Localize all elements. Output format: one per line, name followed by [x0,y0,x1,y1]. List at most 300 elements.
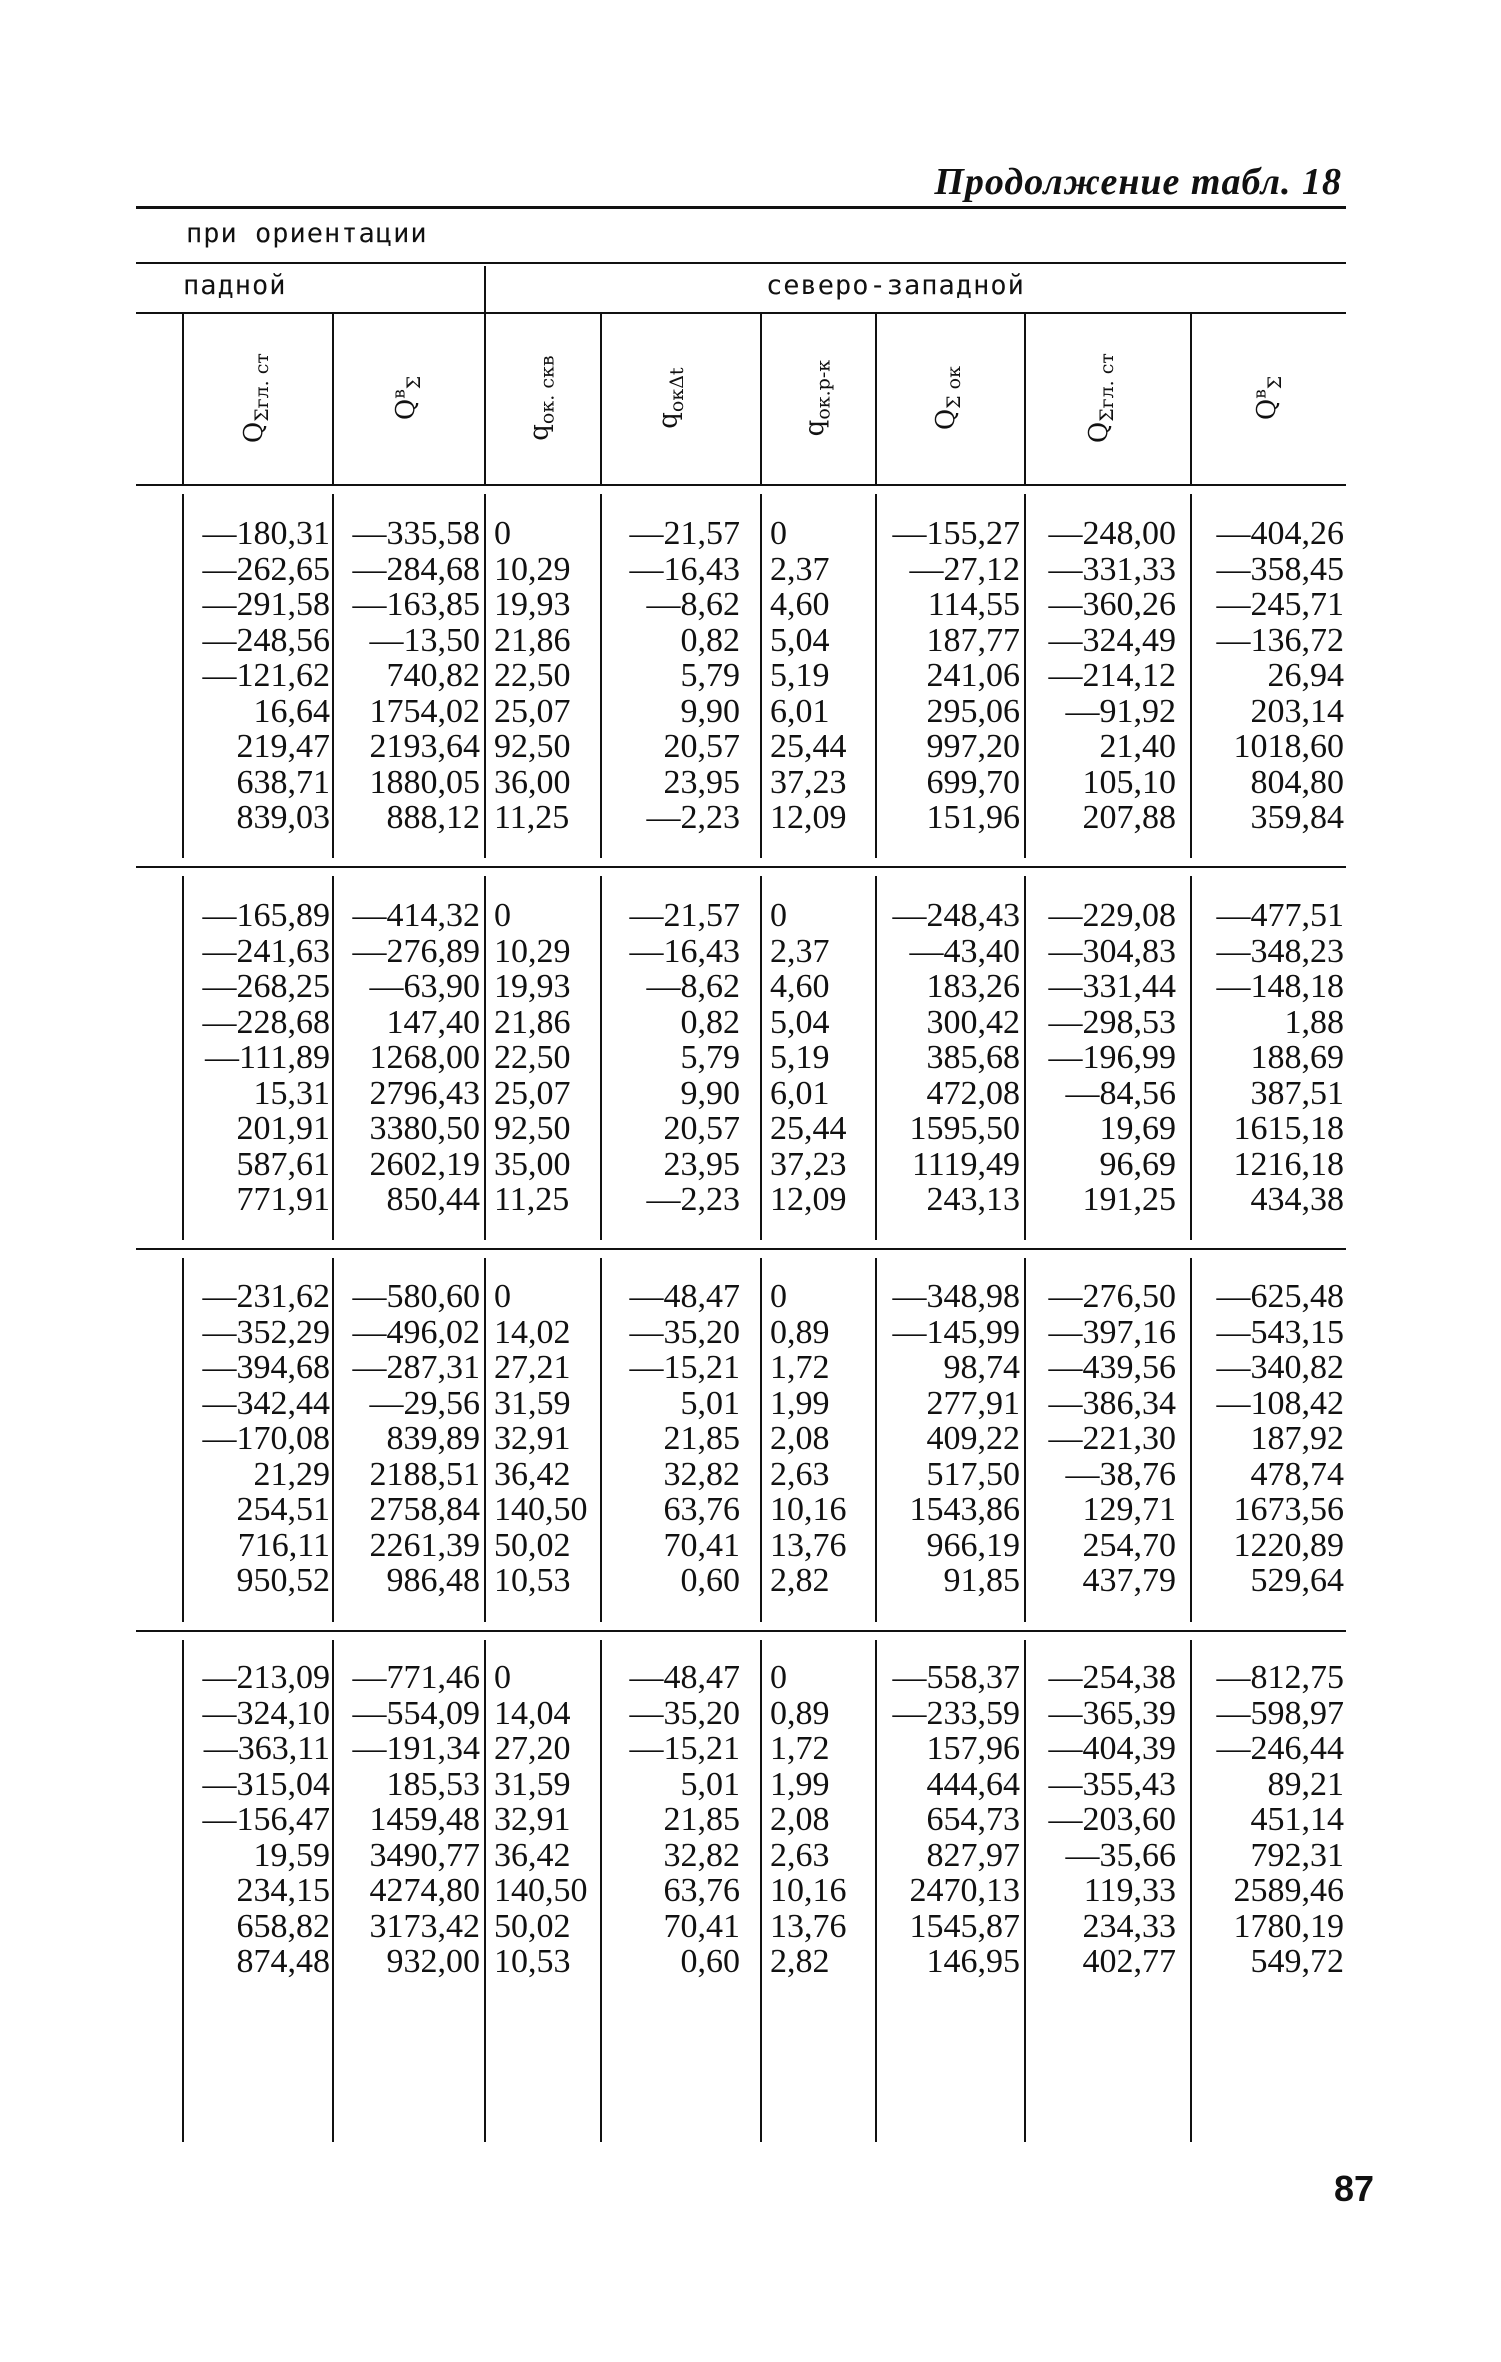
table-cell: 10,53 [494,1943,571,1980]
table-cell: —276,50 [1048,1278,1176,1315]
table-cell: 3490,77 [369,1836,480,1874]
table-cell: 105,10 [1082,763,1176,801]
table-cell: 2,63 [770,1836,830,1874]
table-cell: 5,01 [680,1384,740,1422]
table-cell: 21,86 [494,1003,571,1041]
table-cell: —360,26 [1048,586,1176,623]
table-cell: 277,91 [926,1384,1020,1422]
table-cell: —386,34 [1048,1384,1176,1422]
table-cell: 716,11 [237,1526,330,1564]
table-cell: 2470,13 [909,1872,1020,1909]
table-cell: 295,06 [926,692,1020,730]
table-cell: 472,08 [926,1074,1020,1112]
table-cell: 3380,50 [369,1110,480,1147]
table-cell: 1595,50 [909,1110,1020,1147]
column-header [602,318,740,478]
table-cell: 12,09 [770,1181,847,1218]
table-cell: —358,45 [1216,550,1344,588]
table-cell: 997,20 [926,728,1020,765]
column-header [334,318,480,478]
table-cell: 98,74 [943,1349,1020,1386]
table-cell: 151,96 [926,799,1020,836]
table-cell: —16,43 [629,550,740,588]
table-cell: 183,26 [926,968,1020,1005]
table-cell: 4,60 [770,586,830,623]
column-separator [484,876,486,1240]
table-cell: —404,26 [1216,515,1344,552]
table-cell: 1268,00 [369,1039,480,1076]
table-cell: 1459,48 [369,1801,480,1838]
table-cell: 1,99 [770,1384,830,1422]
table-cell: 21,85 [663,1801,740,1838]
column-separator [760,494,762,858]
table-cell: 14,02 [494,1313,571,1351]
table-cell: 25,07 [494,1074,571,1112]
table-cell: —355,43 [1048,1765,1176,1803]
column-header-symbol: Q [931,408,962,431]
table-cell: 2,08 [770,1420,830,1457]
table-cell: 4274,80 [369,1872,480,1909]
table-cell: 529,64 [1250,1562,1344,1599]
table-cell: 27,20 [494,1730,571,1767]
table-cell: 0,89 [770,1313,830,1351]
table-cell: —414,32 [352,897,480,934]
table-cell: —136,72 [1216,621,1344,659]
table-cell: 1,72 [770,1730,830,1767]
table-cell: 0,82 [680,1003,740,1041]
table-cell: 1,88 [1284,1003,1344,1041]
table-cell: 37,23 [770,763,847,801]
column-header-sup: в [389,389,410,399]
table-cell: 839,89 [386,1420,480,1457]
table-cell: 11,25 [494,1181,570,1218]
table-cell: 50,02 [494,1907,571,1945]
table-cell: —16,43 [629,932,740,970]
table-cell: 19,93 [494,586,571,623]
table-cell: 359,84 [1250,799,1344,836]
table-cell: 1220,89 [1233,1526,1344,1564]
table-cell: —348,98 [892,1278,1020,1315]
column-header-symbol: Q [390,398,421,421]
column-header-symbol: q [653,412,684,429]
table-cell: 16,64 [253,692,330,730]
table-cell: 1880,05 [369,763,480,801]
column-header [877,318,1020,478]
table-cell: —291,58 [202,586,330,623]
table-cell: —331,33 [1048,550,1176,588]
table-cell: —43,40 [909,932,1020,970]
table-cell: —268,25 [202,968,330,1005]
table-cell: —625,48 [1216,1278,1344,1315]
group-rule [136,312,1346,314]
table-cell: 2758,84 [369,1491,480,1528]
table-cell: —2,23 [646,799,740,836]
table-cell: —15,21 [629,1349,740,1386]
table-cell: 114,55 [927,586,1020,623]
table-cell: 888,12 [386,799,480,836]
table-cell: 950,52 [236,1562,330,1599]
table-cell: —254,38 [1048,1659,1176,1696]
table-cell: 10,16 [770,1491,847,1528]
column-separator [760,1258,762,1622]
table-cell: —2,23 [646,1181,740,1218]
table-cell: 201,91 [236,1110,330,1147]
table-cell: 0,60 [680,1943,740,1980]
table-cell: 0,82 [680,621,740,659]
table-cell: 932,00 [386,1943,480,1980]
table-cell: 10,29 [494,550,571,588]
table-cell: —29,56 [369,1384,480,1422]
table-cell: 36,42 [494,1455,571,1493]
table-cell: —35,20 [629,1313,740,1351]
table-cell: —771,46 [352,1659,480,1696]
table-cell: 188,69 [1250,1039,1344,1076]
column-header [1192,318,1344,478]
table-cell: 2,08 [770,1801,830,1838]
table-cell: 157,96 [926,1730,1020,1767]
table-cell: 437,79 [1082,1562,1176,1599]
table-cell: 839,03 [236,799,330,836]
table-cell: —276,89 [352,932,480,970]
table-cell: 10,29 [494,932,571,970]
table-cell: 25,44 [770,1110,847,1147]
table-cell: 13,76 [770,1526,847,1564]
table-cell: 804,80 [1250,763,1344,801]
table-cell: 2602,19 [369,1145,480,1183]
table-cell: 2261,39 [369,1526,480,1564]
table-cell: 35,00 [494,1145,571,1183]
table-cell: —228,68 [202,1003,330,1041]
table-cell: —315,04 [202,1765,330,1803]
table-cell: 185,53 [386,1765,480,1803]
table-cell: 70,41 [663,1907,740,1945]
table-cell: 966,19 [926,1526,1020,1564]
table-cell: —439,56 [1048,1349,1176,1386]
table-cell: —121,62 [202,657,330,694]
table-cell: 140,50 [494,1491,588,1528]
column-separator [484,1640,486,2142]
table-cell: 23,95 [663,1145,740,1183]
table-cell: —397,16 [1048,1313,1176,1351]
table-cell: —324,49 [1048,621,1176,659]
table-cell: 1,99 [770,1765,830,1803]
table-cell: 26,94 [1267,657,1344,694]
table-cell: 0 [770,1278,787,1315]
table-cell: 478,74 [1250,1455,1344,1493]
table-cell: 451,14 [1250,1801,1344,1838]
column-header-sub: окΔt [666,367,689,413]
table-cell: —363,11 [203,1730,330,1767]
table-cell: —15,21 [629,1730,740,1767]
table-cell: 4,60 [770,968,830,1005]
table-cell: —348,23 [1216,932,1344,970]
table-cell: —91,92 [1065,692,1176,730]
table-cell: —340,82 [1216,1349,1344,1386]
table-cell: —231,62 [202,1278,330,1315]
table-cell: 1543,86 [909,1491,1020,1528]
column-header [182,318,330,478]
table-cell: 25,07 [494,692,571,730]
table-cell: —812,75 [1216,1659,1344,1696]
page-number: 87 [1333,2168,1374,2209]
table-cell: 140,50 [494,1872,588,1909]
table-cell: —598,97 [1216,1694,1344,1732]
table-cell: —543,15 [1216,1313,1344,1351]
column-header-sup: в [1250,389,1271,399]
table-cell: 0 [770,897,787,934]
table-cell: 2,63 [770,1455,830,1493]
table-cell: 32,82 [663,1455,740,1493]
table-cell: 63,76 [663,1491,740,1528]
table-cell: 638,71 [236,763,330,801]
table-cell: 587,61 [236,1145,330,1183]
column-header-sub: Σгл. ст [251,352,274,422]
table-cell: 1673,56 [1233,1491,1344,1528]
table-cell: 31,59 [494,1765,571,1803]
table-cell: —342,44 [202,1384,330,1422]
table-cell: —63,90 [369,968,480,1005]
table-cell: 254,70 [1082,1526,1176,1564]
table-cell: 14,04 [494,1694,571,1732]
table-cell: 37,23 [770,1145,847,1183]
table-cell: —404,39 [1048,1730,1176,1767]
table-cell: —245,71 [1216,586,1344,623]
top-rule [136,206,1346,209]
table-cell: —554,09 [352,1694,480,1732]
table-cell: —241,63 [202,932,330,970]
table-cell: —394,68 [202,1349,330,1386]
table-cell: —477,51 [1216,897,1344,934]
table-cell: 96,69 [1099,1145,1176,1183]
table-cell: —170,08 [202,1420,330,1457]
table-cell: 146,95 [926,1943,1020,1980]
table-cell: 517,50 [926,1455,1020,1493]
table-cell: —48,47 [629,1659,740,1696]
table-cell: 699,70 [926,763,1020,801]
table-cell: 1545,87 [909,1907,1020,1945]
table-cell: 10,53 [494,1562,571,1599]
column-header-symbol: Q [1083,421,1114,444]
table-cell: 0 [494,897,511,934]
table-cell: 234,33 [1082,1907,1176,1945]
column-header-symbol: q [524,423,555,441]
table-cell: 1,72 [770,1349,830,1386]
table-cell: —233,59 [892,1694,1020,1732]
table-cell: 187,92 [1250,1420,1344,1457]
table-cell: 6,01 [770,1074,830,1112]
table-cell: 5,19 [770,657,830,694]
table-cell: 0 [494,1659,511,1696]
table-cell: 63,76 [663,1872,740,1909]
orientation-label: при ориентации [186,218,428,249]
column-header-sub: Σ [1263,375,1286,390]
table-cell: 32,91 [494,1420,571,1457]
table-cell: 2589,46 [1233,1872,1344,1909]
table-cell: 1780,19 [1233,1907,1344,1945]
table-cell: 300,42 [926,1003,1020,1041]
column-header-symbol: Q [238,421,269,444]
table-cell: —8,62 [646,968,740,1005]
table-cell: —111,89 [205,1039,330,1076]
table-cell: 19,69 [1099,1110,1176,1147]
table-cell: 10,16 [770,1872,847,1909]
table-cell: —163,85 [352,586,480,623]
table-cell: 25,44 [770,728,847,765]
table-caption: Продолжение табл. 18 [934,161,1342,203]
table-cell: 191,25 [1082,1181,1176,1218]
table-cell: —84,56 [1065,1074,1176,1112]
table-cell: 0 [494,1278,511,1315]
table-cell: 22,50 [494,657,571,694]
table-cell: 31,59 [494,1384,571,1422]
table-cell: —21,57 [629,897,740,934]
table-cell: 9,90 [680,1074,740,1112]
table-cell: 147,40 [386,1003,480,1041]
table-cell: 0 [770,1659,787,1696]
table-cell: 792,31 [1250,1836,1344,1874]
table-cell: 119,33 [1083,1872,1176,1909]
table-cell: —155,27 [892,515,1020,552]
group-right-label: северо-западной [766,270,1025,301]
table-cell: 434,38 [1250,1181,1344,1218]
column-header-symbol: Q [1251,398,1282,421]
table-cell: —203,60 [1048,1801,1176,1838]
table-cell: 5,01 [680,1765,740,1803]
table-cell: —580,60 [352,1278,480,1315]
table-cell: 1615,18 [1233,1110,1344,1147]
table-cell: 21,86 [494,621,571,659]
table-cell: 654,73 [926,1801,1020,1838]
table-cell: 89,21 [1267,1765,1344,1803]
table-cell: 2,82 [770,1943,830,1980]
table-cell: 50,02 [494,1526,571,1564]
table-cell: 2,37 [770,932,830,970]
table-cell: —248,00 [1048,515,1176,552]
table-cell: —229,08 [1048,897,1176,934]
table-cell: —352,29 [202,1313,330,1351]
table-cell: —145,99 [892,1313,1020,1351]
column-separator [760,876,762,1240]
table-cell: 0 [494,515,511,552]
table-cell: —21,57 [629,515,740,552]
column-separator [484,1258,486,1622]
table-cell: 20,57 [663,1110,740,1147]
table-cell: 23,95 [663,763,740,801]
table-cell: 740,82 [386,657,480,694]
table-cell: 92,50 [494,1110,571,1147]
table-cell: —331,44 [1048,968,1176,1005]
block-rule [136,1630,1346,1632]
table-cell: 1216,18 [1233,1145,1344,1183]
table-cell: 21,85 [663,1420,740,1457]
table-cell: 5,04 [770,621,830,659]
table-cell: —214,12 [1048,657,1176,694]
table-cell: 874,48 [236,1943,330,1980]
table-cell: 1754,02 [369,692,480,730]
table-cell: 409,22 [926,1420,1020,1457]
table-cell: 658,82 [236,1907,330,1945]
table-cell: 27,21 [494,1349,571,1386]
table-cell: 187,77 [926,621,1020,659]
table-cell: 19,93 [494,968,571,1005]
table-cell: —335,58 [352,515,480,552]
column-separator [760,1640,762,2142]
table-cell: —38,76 [1065,1455,1176,1493]
table-cell: 2,37 [770,550,830,588]
table-cell: 21,29 [253,1455,330,1493]
table-cell: 0,89 [770,1694,830,1732]
table-cell: 3173,42 [369,1907,480,1945]
column-separator [484,494,486,858]
table-cell: 0 [770,515,787,552]
table-cell: —8,62 [646,586,740,623]
table-cell: —284,68 [352,550,480,588]
table-cell: 5,19 [770,1039,830,1076]
block-rule [136,1248,1346,1250]
table-cell: —324,10 [202,1694,330,1732]
table-cell: —248,56 [202,621,330,659]
header-bottom-rule [136,484,1346,486]
column-header-sub: Σ ок [943,365,966,409]
table-cell: 5,79 [680,1039,740,1076]
column-header-sub: ок.р-к [812,359,835,420]
table-cell: 32,82 [663,1836,740,1874]
table-cell: 6,01 [770,692,830,730]
column-header [486,318,598,478]
table-cell: 70,41 [663,1526,740,1564]
table-cell: 850,44 [386,1181,480,1218]
table-cell: —262,65 [202,550,330,588]
table-cell: 5,79 [680,657,740,694]
table-cell: 243,13 [926,1181,1020,1218]
table-cell: —156,47 [202,1801,330,1838]
table-cell: —496,02 [352,1313,480,1351]
table-cell: 402,77 [1082,1943,1176,1980]
table-cell: 20,57 [663,728,740,765]
table-cell: 19,59 [253,1836,330,1874]
column-header-sub: Σ [402,375,425,390]
column-header [1026,318,1176,478]
table-cell: 2193,64 [369,728,480,765]
table-cell: 827,97 [926,1836,1020,1874]
table-cell: 91,85 [943,1562,1020,1599]
table-cell: —13,50 [369,621,480,659]
table-cell: —298,53 [1048,1003,1176,1041]
table-cell: —165,89 [202,897,330,934]
table-cell: 444,64 [926,1765,1020,1803]
table-cell: 219,47 [236,728,330,765]
table-cell: 2796,43 [369,1074,480,1112]
table-cell: 2188,51 [369,1455,480,1493]
table-cell: 207,88 [1082,799,1176,836]
table-cell: 241,06 [926,657,1020,694]
table-cell: 9,90 [680,692,740,730]
table-cell: 385,68 [926,1039,1020,1076]
column-header-symbol: q [799,419,830,437]
orientation-rule [136,262,1346,264]
table-cell: 1018,60 [1233,728,1344,765]
table-cell: —48,47 [629,1278,740,1315]
table-cell: 15,31 [253,1074,330,1112]
table-cell: —221,30 [1048,1420,1176,1457]
table-cell: 2,82 [770,1562,830,1599]
table-cell: —191,34 [352,1730,480,1767]
table-cell: 22,50 [494,1039,571,1076]
table-cell: —196,99 [1048,1039,1176,1076]
column-header-sub: ок. скв [537,355,560,424]
block-rule [136,866,1346,868]
table-cell: 234,15 [236,1872,330,1909]
